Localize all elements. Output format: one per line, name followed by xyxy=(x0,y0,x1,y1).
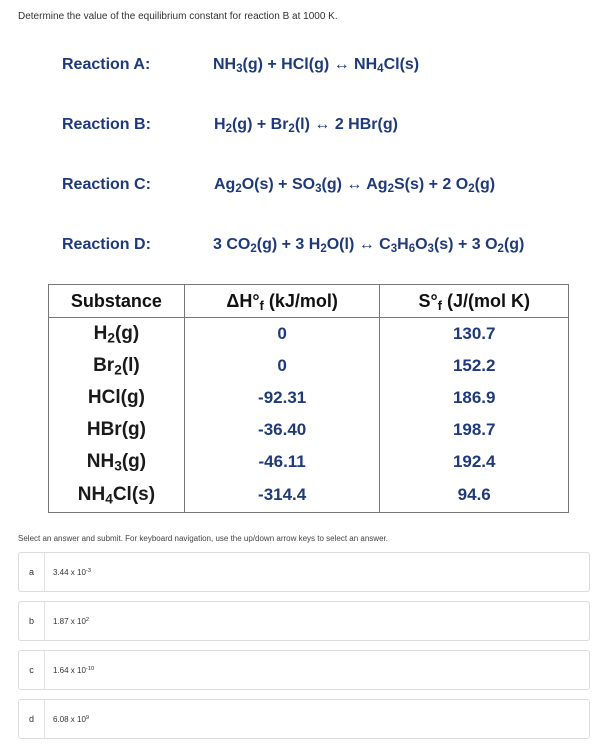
instructions-text: Select an answer and submit. For keyboard navigation, use the up/down arrow keys to select an answer. xyxy=(18,534,388,543)
reaction-label: Reaction B: xyxy=(62,116,151,133)
substance-cell: HCl(g) xyxy=(49,382,185,414)
reaction-label: Reaction C: xyxy=(62,176,151,193)
answer-option-c[interactable] xyxy=(18,650,590,690)
table-row xyxy=(49,318,569,351)
reaction-equation: $NH_3(g) + HCl(g)$ ↔ $NH_4Cl(s)$ xyxy=(213,56,420,75)
substance-cell: $NH_4Cl(s)$ xyxy=(49,478,185,513)
option-letter: a xyxy=(19,553,45,591)
header-substance: Substance xyxy=(49,285,185,318)
entropy-cell: 186.9 xyxy=(380,382,569,414)
enthalpy-cell: 0 xyxy=(184,318,380,351)
header-enthalpy: $\Delta H^\circ_f$ (kJ/mol) xyxy=(184,285,380,318)
table-row xyxy=(49,478,569,513)
substance-cell: $H_2(g)$ xyxy=(49,318,185,351)
enthalpy-cell: -92.31 xyxy=(184,382,380,414)
substance-cell: $Br_2(l)$ xyxy=(49,350,185,382)
entropy-cell: 192.4 xyxy=(380,446,569,478)
reaction-label: Reaction A: xyxy=(62,56,151,73)
reaction-a xyxy=(0,48,603,88)
entropy-cell: 198.7 xyxy=(380,414,569,446)
question-text: Determine the value of the equilibrium constant for reaction B at 1000 K. xyxy=(18,11,338,22)
reaction-label: Reaction D: xyxy=(62,236,151,253)
answer-option-a[interactable] xyxy=(18,552,590,592)
enthalpy-cell: -314.4 xyxy=(184,478,380,513)
table-row xyxy=(49,350,569,382)
option-value: 1.64 x $10^{-10}$ xyxy=(53,665,95,675)
reaction-equation: $H_2(g) + Br_2(l)$ ↔ 2 HBr(g) xyxy=(214,116,398,135)
table-header-row xyxy=(49,285,569,318)
substance-cell: HBr(g) xyxy=(49,414,185,446)
option-letter: b xyxy=(19,602,45,640)
table-row xyxy=(49,446,569,478)
reaction-equation: $Ag_2O(s) + SO_3(g)$ ↔ $Ag_2S(s) + 2$ $O_2(g)$ xyxy=(214,176,496,195)
header-entropy: $S^\circ_f$ (J/(mol K) xyxy=(380,285,569,318)
option-value: 6.08 x $10^9$ xyxy=(53,714,90,724)
option-value: 3.44 x $10^{-3}$ xyxy=(53,567,92,577)
entropy-cell: 152.2 xyxy=(380,350,569,382)
answer-option-d[interactable] xyxy=(18,699,590,739)
option-value: 1.87 x $10^2$ xyxy=(53,616,90,626)
table-row xyxy=(49,414,569,446)
answer-option-b[interactable] xyxy=(18,601,590,641)
enthalpy-cell: -36.40 xyxy=(184,414,380,446)
entropy-cell: 94.6 xyxy=(380,478,569,513)
table-row xyxy=(49,382,569,414)
entropy-cell: 130.7 xyxy=(380,318,569,351)
reaction-equation: 3 $CO_2(g) + 3$ $H_2O(l)$ ↔ $C_3H_6O_3(s) + 3$ $O_2(g)$ xyxy=(213,236,525,255)
enthalpy-cell: -46.11 xyxy=(184,446,380,478)
reaction-c xyxy=(0,168,603,208)
substance-cell: $NH_3(g)$ xyxy=(49,446,185,478)
option-letter: c xyxy=(19,651,45,689)
option-letter: d xyxy=(19,700,45,738)
reaction-d xyxy=(0,228,603,268)
enthalpy-cell: 0 xyxy=(184,350,380,382)
reaction-b xyxy=(0,108,603,148)
thermo-data-table xyxy=(48,284,569,513)
